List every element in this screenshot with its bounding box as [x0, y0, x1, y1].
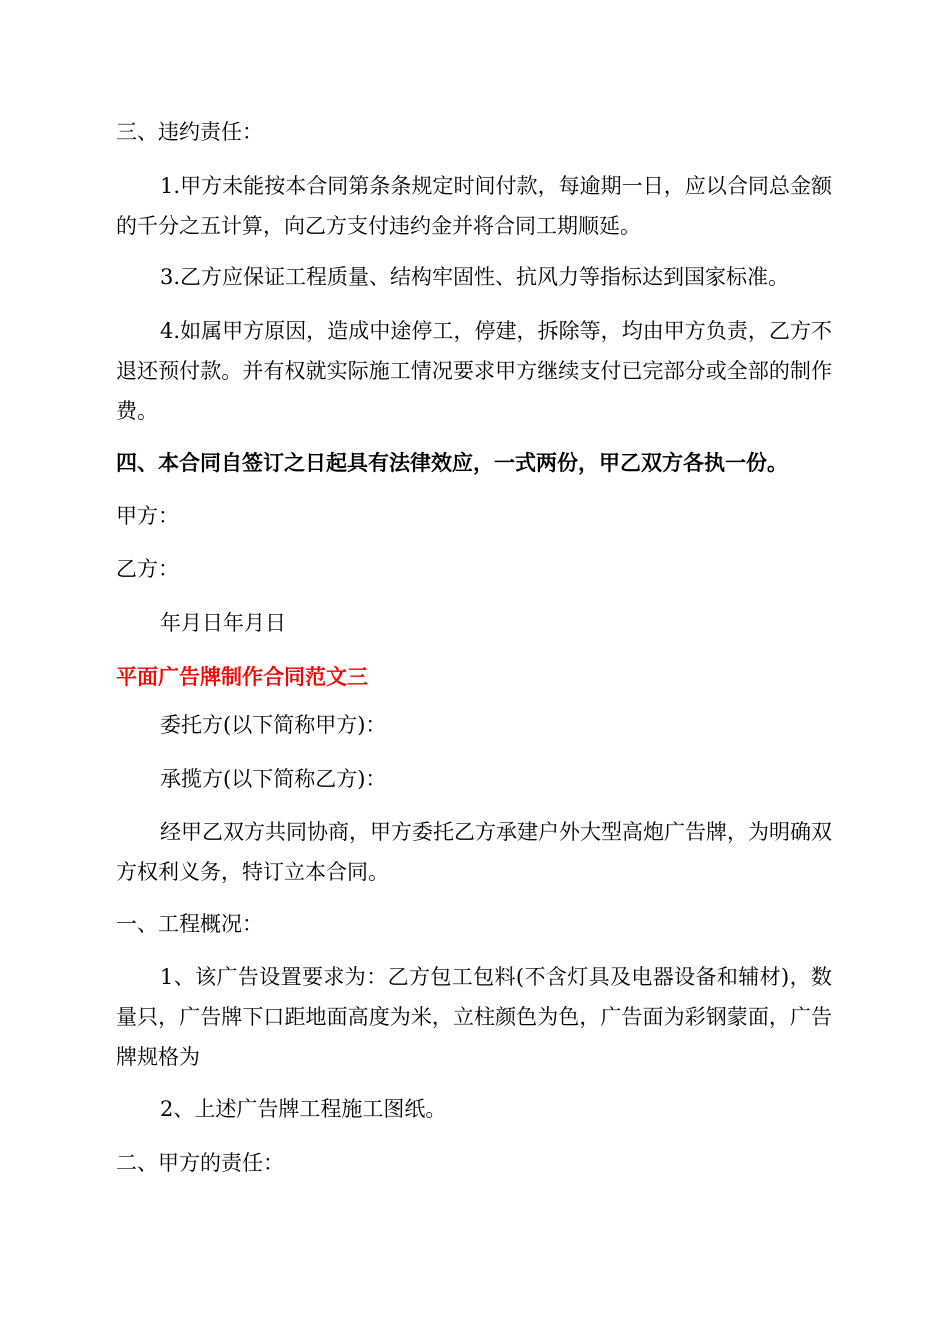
signature-dates: 年月日年月日	[160, 611, 286, 635]
section-heading-project-overview: 一、工程概况：	[116, 912, 263, 936]
clause-late-payment: 1.甲方未能按本合同第条条规定时间付款，每逾期一日，应以合同总金额的千分之五计算，向乙方支付违约金并将合同工期顺延。	[116, 174, 832, 238]
clause-construction-drawings: 2、上述广告牌工程施工图纸。	[160, 1097, 447, 1121]
document-title-sample-three: 平面广告牌制作合同范文三	[116, 665, 368, 689]
clause-billboard-requirements: 1、该广告设置要求为：乙方包工包料(不含灯具及电器设备和辅材)，数量只，广告牌下口距地面高度为米，立柱颜色为色，广告面为彩钢蒙面，广告牌规格为	[116, 965, 832, 1069]
section-heading-legal-effect: 四、本合同自签订之日起具有法律效应，一式两份，甲乙双方各执一份。	[116, 451, 788, 475]
section-heading-breach-liability: 三、违约责任：	[116, 120, 263, 144]
client-party-label: 委托方(以下简称甲方)：	[160, 713, 387, 737]
party-b-signature-label: 乙方：	[116, 557, 179, 581]
contract-preamble: 经甲乙双方共同协商，甲方委托乙方承建户外大型高炮广告牌，为明确双方权利义务，特订立本合同。	[116, 820, 832, 884]
section-heading-party-a-duties: 二、甲方的责任：	[116, 1151, 284, 1175]
clause-quality-standard: 3.乙方应保证工程质量、结构牢固性、抗风力等指标达到国家标准。	[160, 265, 790, 289]
party-a-signature-label: 甲方：	[116, 504, 179, 528]
clause-work-stoppage: 4.如属甲方原因，造成中途停工，停建，拆除等，均由甲方负责，乙方不退还预付款。并有权就实际施工情况要求甲方继续支付已完部分或全部的制作费。	[116, 319, 832, 423]
contractor-party-label: 承揽方(以下简称乙方)：	[160, 767, 387, 791]
